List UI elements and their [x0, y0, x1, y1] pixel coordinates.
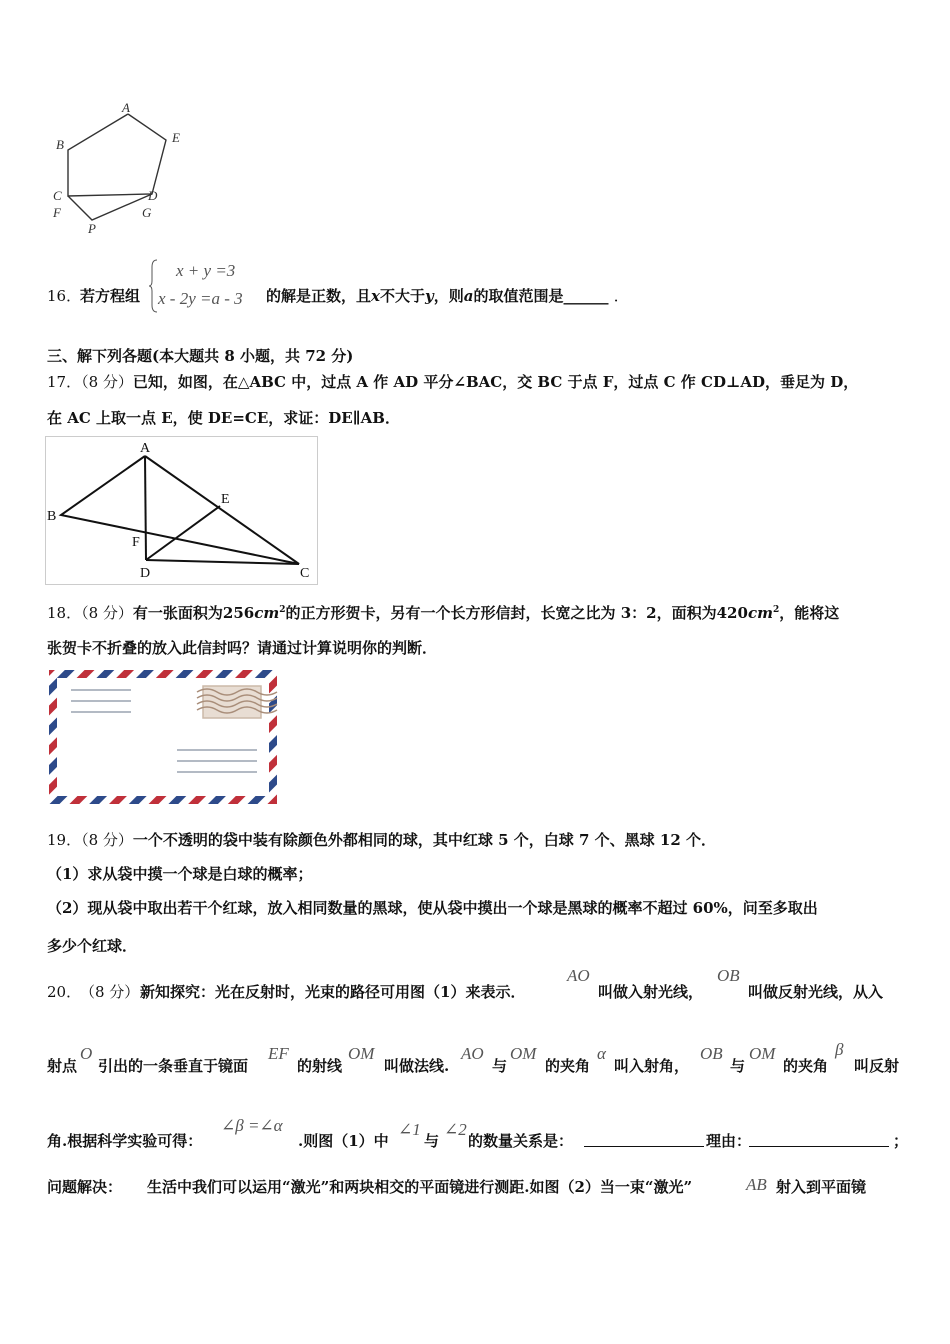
- q18-number: 18．: [47, 604, 82, 622]
- label-F: F: [53, 205, 61, 220]
- q18-area2: 420: [716, 604, 748, 622]
- label-D2: D: [140, 566, 151, 581]
- q20-l2f: 的夹角: [545, 1057, 591, 1075]
- q19-text1: 一个不透明的袋中装有除颜色外都相同的球，其中红球 5 个，白球 7 个、黑球 12 个．: [132, 831, 716, 849]
- q16-eq1: x + y =3: [176, 261, 236, 280]
- q20-l2g: 叫入射角，: [614, 1057, 690, 1075]
- q20-ang2: ∠2: [444, 1120, 467, 1139]
- q20-AO: AO: [567, 966, 590, 985]
- q19-sub2b: 多少个红球．: [47, 937, 138, 955]
- q20-l2d: 叫做法线.: [384, 1057, 450, 1075]
- q20-eqn: ∠β =∠α: [221, 1116, 283, 1135]
- q20-l1a: 新知探究：光在反射时，光束的路径可用图（1）来表示．: [140, 983, 526, 1001]
- q20-l2i: 的夹角: [783, 1057, 829, 1075]
- polygon-figure: [48, 100, 198, 240]
- q16-s4: 的取值范围是: [473, 287, 564, 305]
- q20-OM2: OM: [510, 1044, 537, 1063]
- q16-text: [266, 286, 629, 306]
- q20-l1b: 叫做入射光线，: [598, 983, 704, 1001]
- label-E: E: [172, 130, 180, 145]
- q20-alpha: α: [597, 1044, 606, 1063]
- q18-line1: [47, 600, 839, 623]
- q16-a: a: [463, 287, 474, 305]
- q20-l3f: ；: [893, 1132, 909, 1150]
- q20-AB: AB: [746, 1175, 767, 1194]
- q20-l1c: 叫做反射光线，从入: [748, 983, 884, 1001]
- q20-l3e: 理由：: [706, 1132, 752, 1150]
- label-D: D: [148, 188, 158, 203]
- q19-number: 19．: [47, 831, 82, 849]
- q19-sub1: （1）求从袋中摸一个球是白球的概率；: [47, 865, 313, 883]
- q20-answer-blank[interactable]: [584, 1132, 704, 1147]
- q18-t1: 有一张面积为: [132, 604, 223, 622]
- label-A: A: [122, 100, 130, 115]
- q16-s2: 不大于: [379, 287, 425, 305]
- q20-l3d: 的数量关系是：: [468, 1132, 574, 1150]
- q18-area1: 256: [222, 604, 255, 622]
- q20-OM3: OM: [749, 1044, 776, 1063]
- label-B: B: [56, 137, 64, 152]
- q20-beta: β: [835, 1040, 844, 1059]
- q18-unit2: cm: [747, 604, 773, 622]
- q20-O: O: [80, 1044, 93, 1063]
- q16-s1: 的解是正数，且: [266, 287, 372, 305]
- q17-line1: [47, 372, 858, 392]
- q17-number: 17．: [47, 373, 82, 391]
- q19-sub2: （2）现从袋中取出若干个红球，放入相同数量的黑球，使从袋中摸出一个球是黑球的概率不超过 60%，问至多取出: [47, 899, 818, 917]
- q20-l2j: 叫反射: [854, 1057, 900, 1075]
- q20-l2b: 引出的一条垂直于镜面: [98, 1057, 249, 1075]
- q18-points: （8 分）: [81, 604, 133, 622]
- label-C: C: [53, 188, 62, 203]
- q16-blank: ______: [563, 287, 609, 305]
- q20-l2a: 射点: [47, 1057, 78, 1075]
- q20-l3a: 角.根据科学实验可得：: [47, 1132, 203, 1150]
- q16-x: x: [371, 287, 380, 305]
- q20-l2c: 的射线: [297, 1057, 343, 1075]
- q20-AO2: AO: [461, 1044, 484, 1063]
- q18-sup2: 2: [772, 605, 780, 615]
- q20-l4c: 射入到平面镜: [776, 1178, 867, 1196]
- q18-line2: 张贺卡不折叠的放入此信封吗？请通过计算说明你的判断．: [47, 639, 438, 657]
- q16-eq2: x - 2y =a - 3: [158, 289, 243, 308]
- q18-t3: ，能将这: [779, 604, 840, 622]
- q20-l3c: 与: [424, 1132, 440, 1150]
- section-3-title: 三、解下列各题(本大题共 8 小题，共 72 分): [47, 347, 354, 365]
- q20-l4b: 生活中我们可以运用“激光”和两块相交的平面镜进行测距.如图（2）当一束“激光”: [147, 1178, 693, 1196]
- q20-ang1: ∠1: [398, 1120, 421, 1139]
- q17-points: （8 分）: [81, 373, 133, 391]
- q18-sup1: 2: [279, 605, 286, 615]
- label-G: G: [142, 205, 152, 220]
- q16-prefix: 若方程组: [80, 287, 141, 305]
- q20-l3b: .则图（1）中: [298, 1132, 389, 1150]
- q16-end: ．: [613, 287, 629, 305]
- q20-OB: OB: [717, 966, 740, 985]
- q18-unit1: cm: [254, 604, 280, 622]
- envelope-image: [47, 668, 281, 808]
- triangle-figure: [45, 436, 319, 586]
- q20-OB2: OB: [700, 1044, 723, 1063]
- q18-t2: 的正方形贺卡，另有一个长方形信封，长宽之比为 3：2，面积为: [285, 604, 717, 622]
- q16-s3: ，则: [433, 287, 464, 305]
- q16-number: 16．: [47, 287, 82, 305]
- q20-number: 20．: [47, 983, 82, 1001]
- label-A2: A: [140, 441, 151, 456]
- q17-line2: 在 AC 上取一点 E，使 DE=CE，求证：DE∥AB．: [47, 409, 400, 427]
- label-P: P: [88, 221, 96, 236]
- q20-points: （8 分）: [80, 983, 140, 1001]
- q19-line1: [47, 830, 716, 850]
- q20-l2h: 与: [730, 1057, 746, 1075]
- q20-OM: OM: [348, 1044, 375, 1063]
- q16-y: y: [424, 287, 434, 305]
- q20-reason-blank[interactable]: [749, 1132, 889, 1147]
- q19-points: （8 分）: [81, 831, 133, 849]
- q20-l4a: 问题解决：: [47, 1178, 123, 1196]
- label-C2: C: [300, 566, 310, 581]
- q20-l2e: 与: [492, 1057, 508, 1075]
- label-B2: B: [47, 509, 57, 524]
- q20-EF: EF: [268, 1044, 289, 1063]
- label-E2: E: [221, 492, 230, 507]
- label-F2: F: [132, 535, 140, 550]
- q17-text1: 已知，如图，在△ABC 中，过点 A 作 AD 平分∠BAC，交 BC 于点 F，过点 C 作 CD⊥AD，垂足为 D，: [132, 373, 859, 391]
